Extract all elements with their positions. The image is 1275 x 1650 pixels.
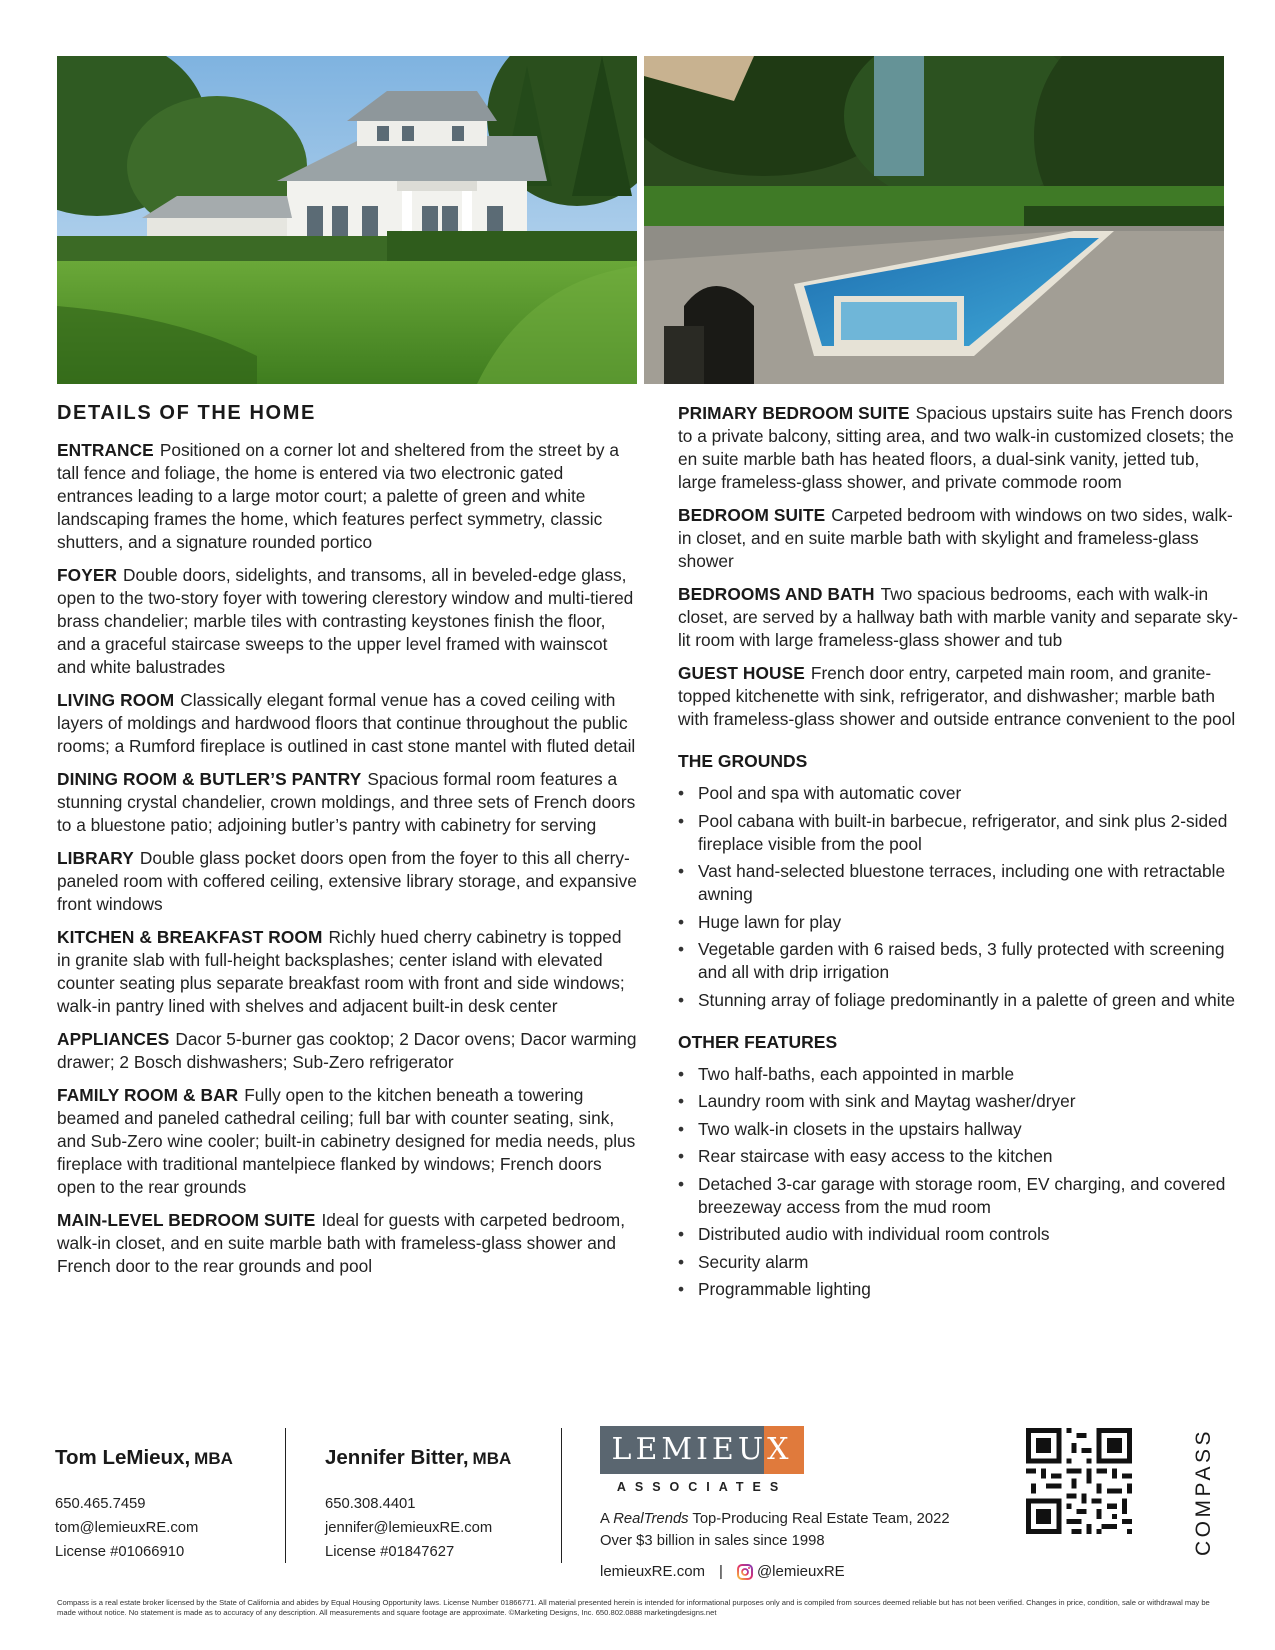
detail-text: Richly hued cherry cabinetry is topped in granite slab with full-height backsplashes; center island with elevated counter seating plus separate breakfast room with front and side windows; walk-in pantry lined with shelves and adjacent built-in desk center [57, 927, 625, 1016]
agent-name-text: Tom LeMieux, [55, 1446, 191, 1469]
detail-living-room [57, 689, 637, 758]
list-item: • Security alarm [678, 1251, 1238, 1274]
list-item: • Two walk-in closets in the upstairs hallway [678, 1118, 1238, 1141]
tagline-suffix: Top-Producing Real Estate Team, 2022 [692, 1511, 950, 1527]
detail-text: Dacor 5-burner gas cooktop; 2 Dacor ovens; Dacor warming drawer; 2 Bosch dishwashers; Sub-Zero refrigerator [57, 1029, 637, 1072]
detail-library [57, 847, 637, 916]
list-item: • Pool cabana with built-in barbecue, refrigerator, and sink plus 2-sided fireplace visible from the pool [678, 810, 1238, 856]
detail-text: Double glass pocket doors open from the foyer to this all cherry-paneled room with coffered ceiling, extensive library storage, and expansive front windows [57, 848, 637, 914]
agent-name-text: Jennifer Bitter, [325, 1446, 469, 1469]
grounds-list [678, 782, 1238, 1012]
details-right-column [678, 402, 1238, 1306]
team-tagline [600, 1508, 980, 1530]
agent-license: License #01847627 [325, 1544, 455, 1560]
agent-email[interactable]: jennifer@lemieuxRE.com [325, 1520, 493, 1536]
house-exterior-photo [57, 56, 637, 384]
tagline-realtrends: RealTrends [613, 1511, 689, 1527]
detail-bedrooms-and-bath [678, 583, 1238, 652]
detail-term: FOYER [57, 565, 118, 585]
logo-subtitle: ASSOCIATES [616, 1480, 788, 1494]
instagram-handle[interactable]: @lemieuxRE [756, 1563, 845, 1580]
other-features-heading: OTHER FEATURES [678, 1031, 838, 1052]
list-item: • Programmable lighting [678, 1278, 1238, 1301]
agent-credential: MBA [194, 1449, 233, 1468]
compass-logo [1190, 1428, 1218, 1558]
detail-family-room [57, 1084, 637, 1199]
list-item: • Rear staircase with easy access to the kitchen [678, 1145, 1238, 1168]
agent-phone[interactable]: 650.465.7459 [55, 1496, 146, 1512]
other-features-list [678, 1063, 1238, 1302]
detail-guest-house [678, 662, 1238, 731]
detail-term: BEDROOMS AND BATH [678, 584, 875, 604]
agent-card-tom [55, 1446, 295, 1564]
agent-name [325, 1446, 565, 1470]
grounds-heading: THE GROUNDS [678, 751, 808, 771]
lemieux-logo [600, 1426, 804, 1494]
agent-license: License #01066910 [55, 1544, 185, 1560]
detail-appliances [57, 1028, 637, 1074]
detail-term: FAMILY ROOM & BAR [57, 1085, 239, 1105]
detail-kitchen [57, 926, 637, 1018]
detail-text: French door entry, carpeted main room, and granite-topped kitchenette with sink, refrigerator, and dishwasher; marble bath with frameless-glass shower and outside entrance convenient to the pool [678, 663, 1236, 729]
agent-credential: MBA [472, 1449, 512, 1468]
detail-text: Fully open to the kitchen beneath a towering beamed and paneled cathedral ceiling; full bar with counter seating, sink, and Sub-Zero wine cooler; built-in cabinetry designed for media needs, plus fireplace with traditional mantelpiece flanked by windows; French doors open to the rear grounds [57, 1085, 636, 1197]
detail-text: Double doors, sidelights, and transoms, all in beveled-edge glass, open to the two-story foyer with towering clerestory window and multi-tiered brass chandelier; marble tiles with contrasting keystones finish the floor, and a graceful staircase sweeps to the upper level framed with wainscot and white balustrades [57, 565, 634, 677]
list-item: • Distributed audio with individual room controls [678, 1223, 1238, 1246]
team-info [600, 1508, 980, 1552]
detail-bedroom-suite [678, 504, 1238, 573]
detail-text: Spacious formal room features a stunning crystal chandelier, crown moldings, and three sets of French doors to a bluestone patio; adjoining butler’s pantry with cabinetry for serving [57, 769, 636, 835]
detail-term: LIVING ROOM [57, 690, 175, 710]
footer-divider [561, 1428, 562, 1563]
detail-term: PRIMARY BEDROOM SUITE [678, 403, 910, 423]
detail-term: BEDROOM SUITE [678, 505, 826, 525]
detail-text: Positioned on a corner lot and sheltered from the street by a tall fence and foliage, the home is entered via two electronic gated entrances leading to a large motor court; a palette of green and white landscaping frames the home, which features perfect symmetry, classic shutters, and a signature rounded portico [57, 440, 619, 552]
agent-phone[interactable]: 650.308.4401 [325, 1496, 416, 1512]
pool-photo [644, 56, 1224, 384]
logo-wordmark: LEMIEUX [611, 1432, 793, 1467]
team-sales: Over $3 billion in sales since 1998 [600, 1533, 825, 1549]
list-item: • Laundry room with sink and Maytag washer/dryer [678, 1090, 1238, 1113]
agent-card-jennifer [325, 1446, 565, 1564]
list-item: • Stunning array of foliage predominantly in a palette of green and white [678, 989, 1238, 1012]
detail-main-level-bedroom [57, 1209, 637, 1278]
legal-disclaimer: Compass is a real estate broker licensed by the State of California and abides by Equal Housing Opportunity laws. License Number 01866771. All material presented herein is intended for informational purposes only and is compiled from sources deemed reliable but has not been verified. Changes in price, condition, sale or withdrawal may be made without notice. No statement is made as to accuracy of any description. All measurements and square footage are approximate. ©Marketing Designs, Inc. 650.802.0888 marketingdesigns.net [57, 1598, 1210, 1617]
detail-foyer [57, 564, 637, 679]
detail-term: APPLIANCES [57, 1029, 170, 1049]
detail-dining-room [57, 768, 637, 837]
list-item: • Vast hand-selected bluestone terraces, including one with retractable awning [678, 860, 1238, 906]
link-separator: | [719, 1563, 723, 1580]
logo-box [600, 1426, 804, 1474]
detail-term: MAIN-LEVEL BEDROOM SUITE [57, 1210, 316, 1230]
detail-text: Two spacious bedrooms, each with walk-in closet, are served by a hallway bath with marble vanity and separate sky-lit room with large frameless-glass shower and tub [678, 584, 1238, 650]
agent-name [55, 1446, 295, 1470]
details-heading: DETAILS OF THE HOME [57, 402, 316, 424]
detail-term: DINING ROOM & BUTLER’S PANTRY [57, 769, 362, 789]
tagline-prefix: A [600, 1511, 610, 1527]
list-item: • Huge lawn for play [678, 911, 1238, 934]
list-item: • Detached 3-car garage with storage room, EV charging, and covered breezeway access from the mud room [678, 1173, 1238, 1219]
detail-term: GUEST HOUSE [678, 663, 805, 683]
details-left-column [57, 402, 637, 1288]
detail-term: KITCHEN & BREAKFAST ROOM [57, 927, 323, 947]
detail-term: ENTRANCE [57, 440, 154, 460]
agent-email[interactable]: tom@lemieuxRE.com [55, 1520, 199, 1536]
detail-entrance [57, 439, 637, 554]
detail-text: Carpeted bedroom with windows on two sides, walk-in closet, and en suite marble bath with skylight and frameless-glass shower [678, 505, 1233, 571]
detail-primary-bedroom [678, 402, 1238, 494]
detail-text: Spacious upstairs suite has French doors to a private balcony, sitting area, and two walk-in customized closets; the en suite marble bath has heated floors, a dual-sink vanity, jetted tub, large frameless-glass shower, and private commode room [678, 403, 1234, 492]
social-links [600, 1563, 845, 1580]
detail-text: Ideal for guests with carpeted bedroom, walk-in closet, and en suite marble bath with frameless-glass shower and French door to the rear grounds and pool [57, 1210, 625, 1276]
list-item: • Pool and spa with automatic cover [678, 782, 1238, 805]
compass-wordmark: COMPASS [1192, 1428, 1215, 1556]
detail-term: LIBRARY [57, 848, 134, 868]
list-item: • Vegetable garden with 6 raised beds, 3 fully protected with screening and all with drip irrigation [678, 938, 1238, 984]
footer-divider [285, 1428, 286, 1563]
qr-code-icon[interactable] [1026, 1428, 1132, 1534]
instagram-icon [737, 1564, 753, 1580]
list-item: • Two half-baths, each appointed in marble [678, 1063, 1238, 1086]
detail-text: Classically elegant formal venue has a coved ceiling with layers of moldings and hardwood floors that continue throughout the public rooms; a Rumford fireplace is outlined in cast stone mantel with fluted detail [57, 690, 636, 756]
website-link[interactable]: lemieuxRE.com [600, 1563, 706, 1580]
